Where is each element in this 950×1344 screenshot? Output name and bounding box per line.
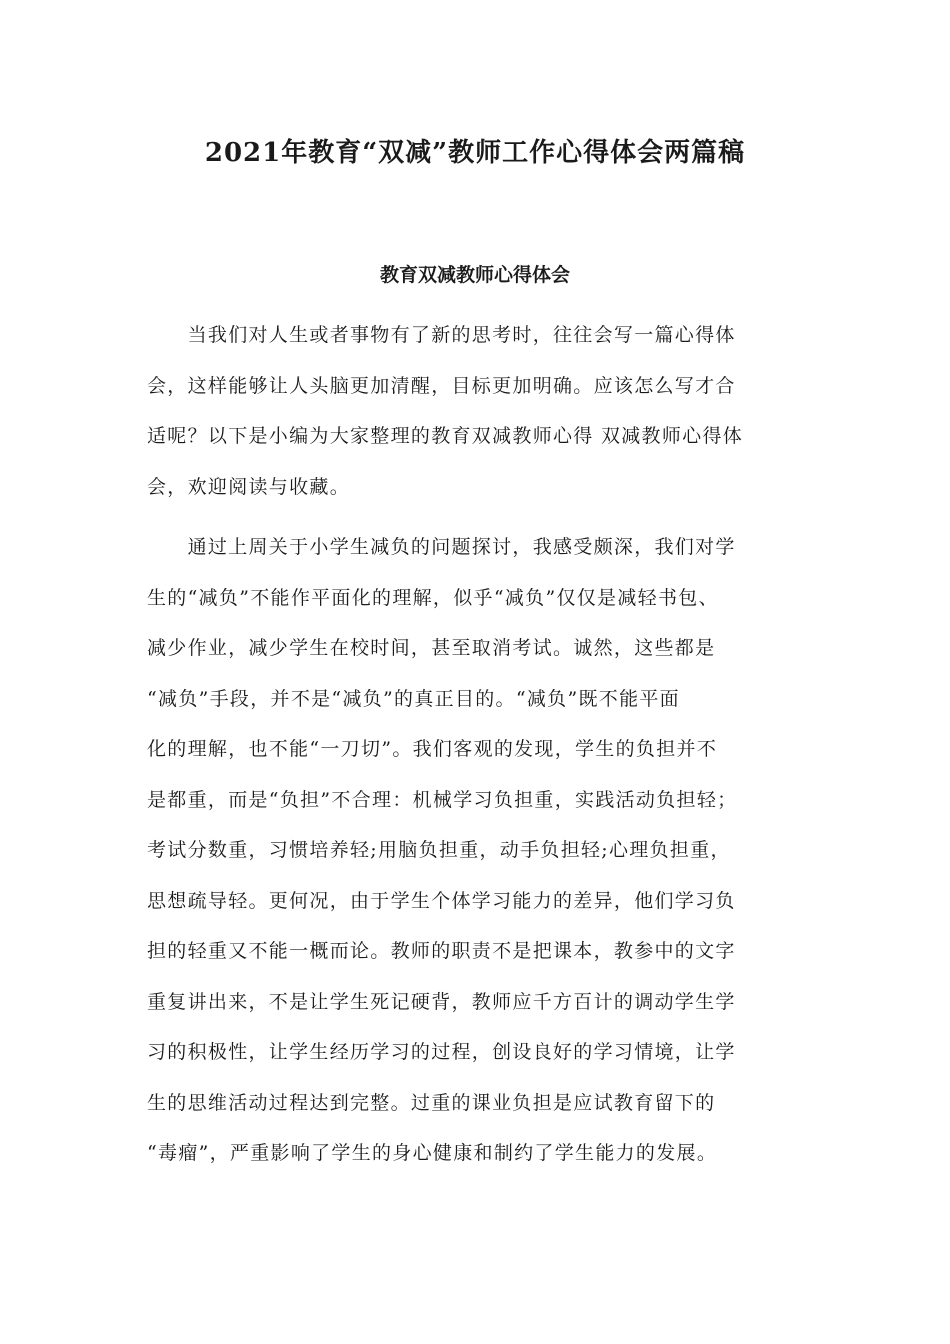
paragraph-line: “减负”手段，并不是“减负”的真正目的。“减负”既不能平面 [147,687,680,710]
paragraph-line: 生的思维活动过程达到完整。过重的课业负担是应试教育留下的 [147,1091,716,1114]
paragraph-line: 担的轻重又不能一概而论。教师的职责不是把课本，教参中的文字 [147,940,736,962]
paragraph-line: 思想疏导轻。更何况，由于学生个体学习能力的差异，他们学习负 [147,889,736,912]
paragraph-line: 习的积极性，让学生经历学习的过程，创设良好的学习情境，让学 [147,1041,736,1063]
document-title: 2021年教育“双减”教师工作心得体会两篇稿 [204,138,746,168]
paragraph-line: 通过上周关于小学生减负的问题探讨，我感受颇深，我们对学 [147,536,736,558]
paragraph-line: 当我们对人生或者事物有了新的思考时，往往会写一篇心得体 [147,324,736,346]
intro-paragraph [147,310,807,512]
section-title: 教育双减教师心得体会 [379,264,570,286]
paragraph-line: 会，欢迎阅读与收藏。 [147,475,351,498]
paragraph-line: 重复讲出来，不是让学生死记硬背，教师应千方百计的调动学生学 [147,990,736,1013]
paragraph-line: 会，这样能够让人头脑更加清醒，目标更加明确。应该怎么写才合 [147,374,736,397]
paragraph-line: 减少作业，减少学生在校时间，甚至取消考试。诚然，这些都是 [147,637,716,659]
paragraph-line: 考试分数重，习惯培养轻;用脑负担重，动手负担轻;心理负担重， [147,839,731,861]
paragraph-line: 生的“减负”不能作平面化的理解，似乎“减负”仅仅是减轻书包、 [147,586,719,609]
paragraph-line: 适呢？以下是小编为大家整理的教育双减教师心得 双减教师心得体 [147,425,744,447]
paragraph-line: 是都重，而是“负担”不合理：机械学习负担重，实践活动负担轻； [147,788,738,811]
paragraph-line: “毒瘤”，严重影响了学生的身心健康和制约了学生能力的发展。 [147,1142,718,1164]
paragraph-line: 化的理解，也不能“一刀切”。我们客观的发现，学生的负担并不 [147,738,718,760]
body-paragraph [147,522,807,1179]
